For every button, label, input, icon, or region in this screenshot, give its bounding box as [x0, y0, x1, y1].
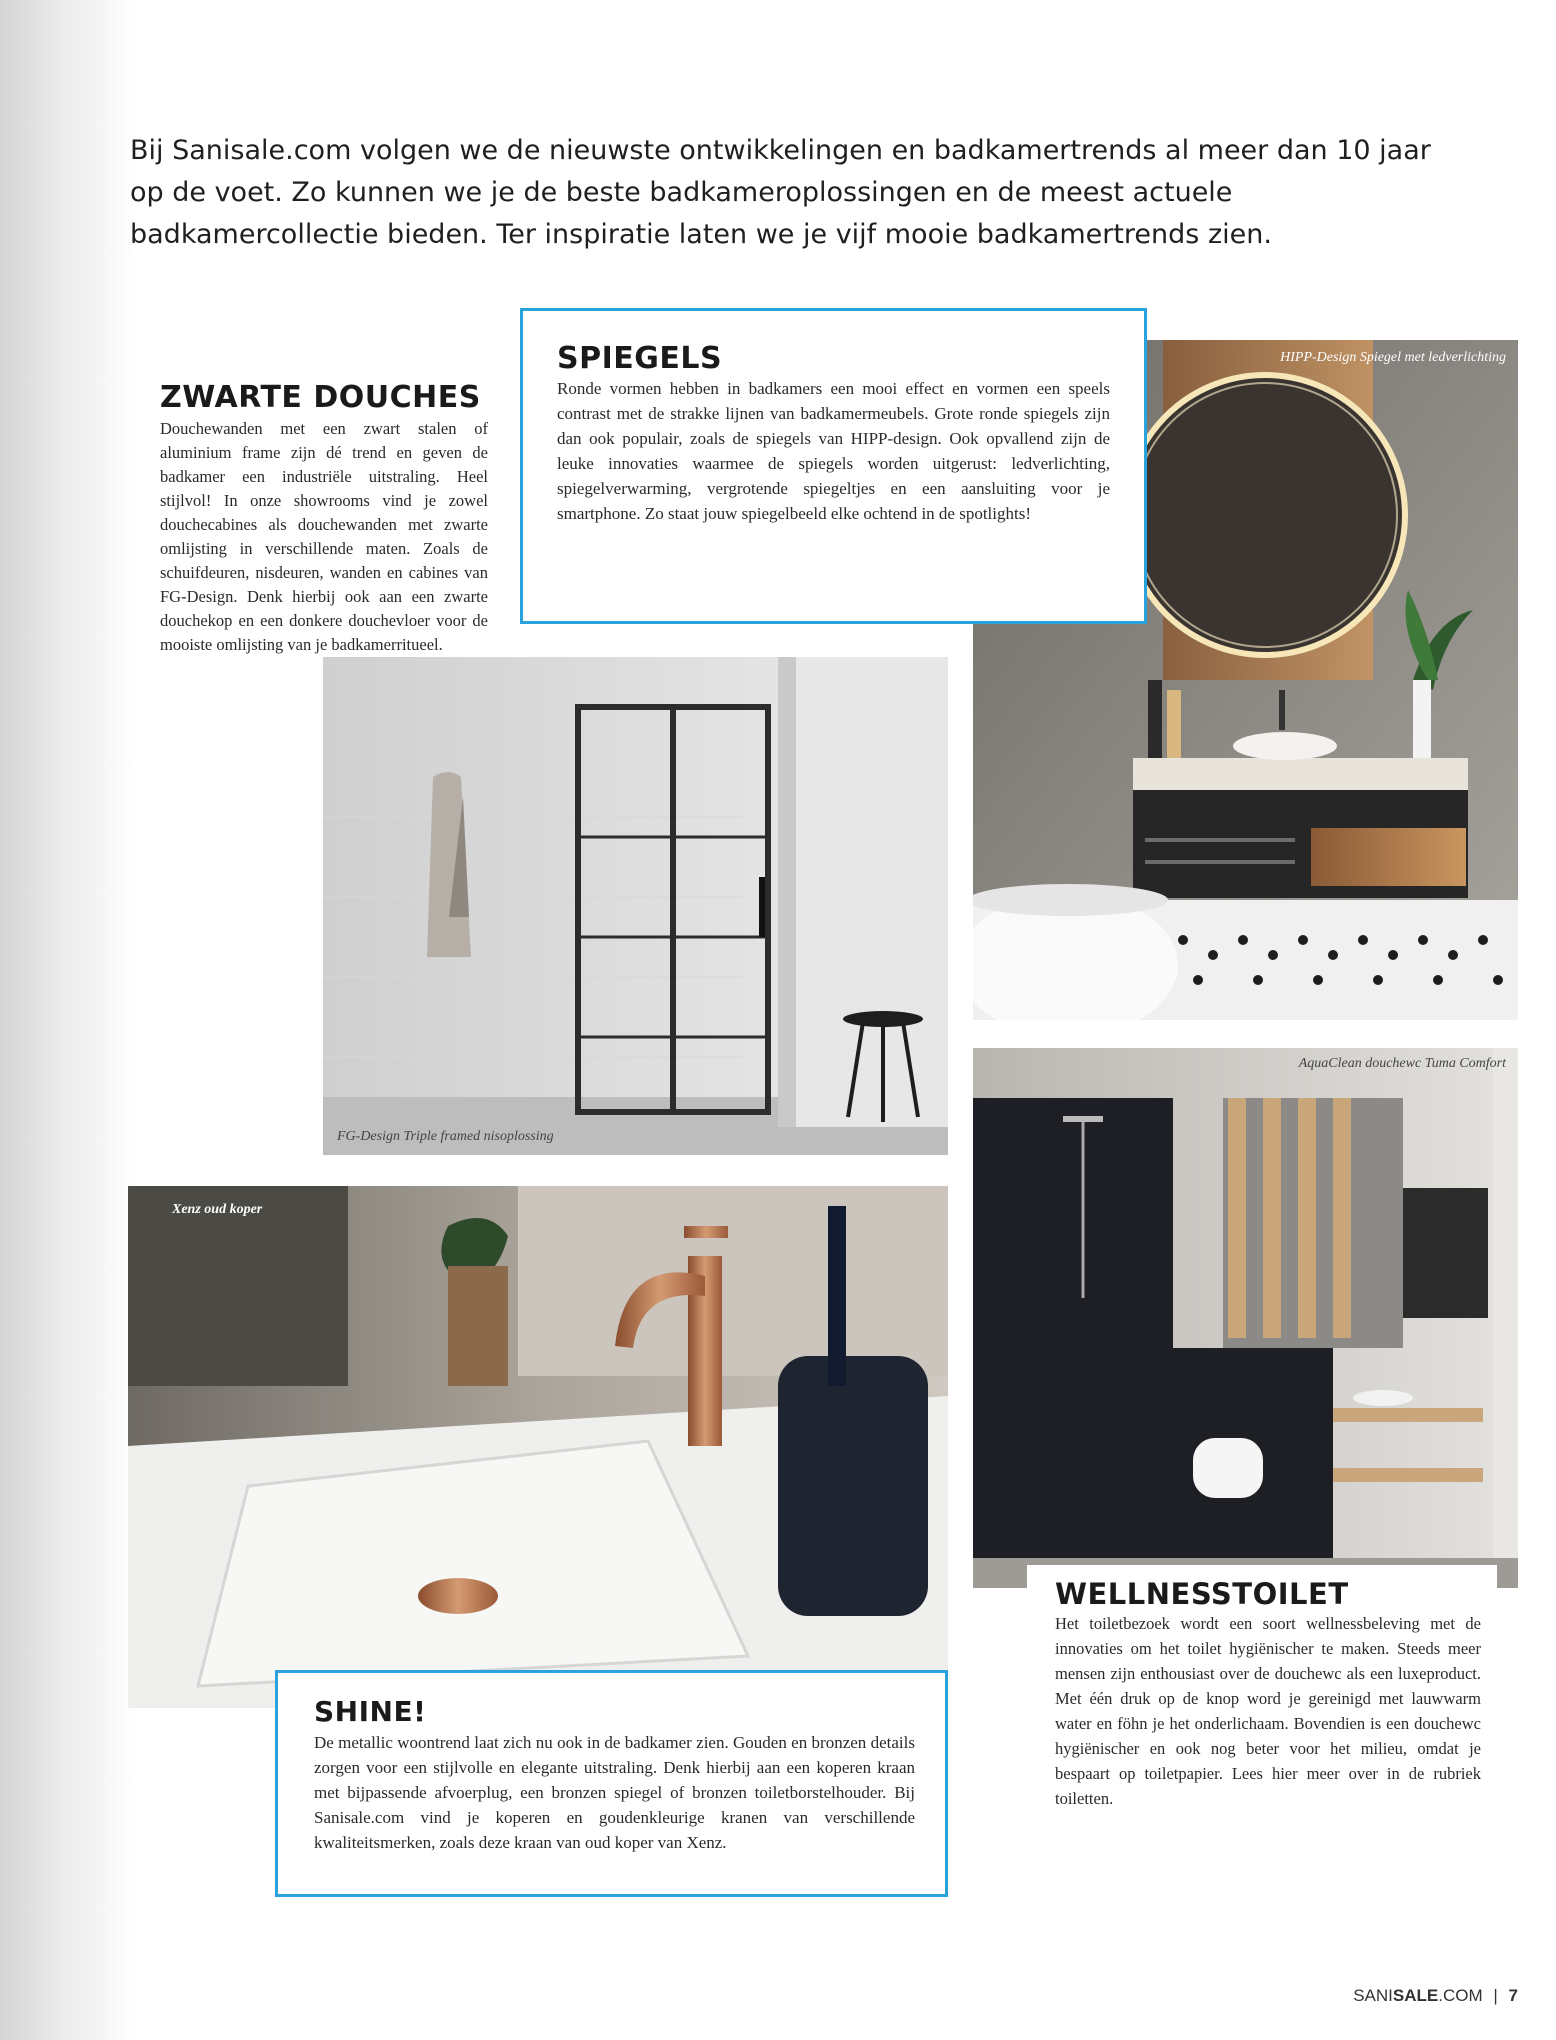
shine-box [275, 1670, 948, 1897]
intro-paragraph: Bij Sanisale.com volgen we de nieuwste ontwikkelingen en badkamertrends al meer dan 10 jaar op de voet. Zo kunnen we je de beste badkameroplossingen en de meest actuele badkamercollectie bieden. Ter inspiratie laten we je vijf mooie badkamertrends zien. [130, 135, 1431, 250]
mirror-caption: HIPP-Design Spiegel met ledverlichting [1280, 350, 1506, 365]
zwarte-douches-title: ZWARTE DOUCHES [160, 380, 481, 415]
footer-separator: | [1493, 1986, 1498, 2005]
wellnesstoilet-title: WELLNESSTOILET [1055, 1577, 1349, 1611]
footer-brand-suffix: .COM [1438, 1986, 1483, 2005]
shower-image [323, 657, 948, 1155]
wellnesstoilet-section [1027, 1565, 1497, 1905]
wellnesstoilet-body: Het toiletbezoek wordt een soort wellnessbeleving met de innovaties om het toilet hygiënischer te maken. Steeds meer mensen zijn enthousiast over de douchewc als een luxeproduct. Met één druk op de knop word je gereinigd met lauwwarm water en föhn je het onderlichaam. Bovendien is een douchewc hygiënischer en ook nog beter voor het milieu, omdat je bespaart op toiletpapier. Lees hier meer over in de rubriek toiletten. [1055, 1614, 1481, 1808]
tap-illustration [128, 1186, 948, 1708]
toilet-illustration [973, 1048, 1518, 1588]
toilet-image [973, 1048, 1518, 1588]
zwarte-douches-body: Douchewanden met een zwart stalen of aluminium frame zijn dé trend en geven de badkamer een industriële uitstraling. Heel stijlvol! In onze showrooms vind je zowel douchecabines als douchewanden met zwarte omlijsting in verschillende maten. Zoals de schuifdeuren, nisdeuren, wanden en cabines van FG-Design. Denk hierbij ook aan een zwarte douchekop en een donkere douchevloer voor de mooiste omlijsting van je badkamerritueel. [160, 419, 488, 654]
page-number: 7 [1508, 1986, 1518, 2005]
page-edge-shadow [0, 0, 140, 2040]
footer-brand-bold: SALE [1392, 1986, 1439, 2005]
shine-body: De metallic woontrend laat zich nu ook in de badkamer zien. Gouden en bronzen details zorgen voor een stijlvolle en elegante uitstraling. Denk hierbij aan een koperen kraan met bijpassende afvoerplug, een bronzen spiegel of bronzen toiletborstelhouder. Bij Sanisale.com vind je koperen en goudenkleurige kranen van verschillende kwaliteitsmerken, zoals deze kraan van oud koper van Xenz. [314, 1733, 915, 1852]
footer-brand-light: SANI [1353, 1986, 1393, 2005]
shine-title: SHINE! [314, 1695, 427, 1728]
tap-caption: Xenz oud koper [172, 1202, 263, 1217]
shower-illustration [323, 657, 948, 1155]
toilet-caption: AquaClean douchewc Tuma Comfort [1298, 1056, 1506, 1071]
shower-caption: FG-Design Triple framed nisoplossing [337, 1129, 554, 1144]
tap-image [128, 1186, 948, 1708]
spiegels-title: SPIEGELS [557, 341, 723, 376]
spiegels-box [520, 308, 1147, 624]
spiegels-body: Ronde vormen hebben in badkamers een mooi effect en vormen een speels contrast met de strakke lijnen van badkamermeubels. Grote ronde spiegels zijn dan ook populair, zoals de spiegels van HIPP-design. Ook opvallend zijn de leuke innovaties waarmee de spiegels worden uitgerust: ledverlichting, spiegelverwarming, vergrotende spiegeltjes en een aansluiting voor je smartphone. Zo staat jouw spiegelbeeld elke ochtend in de spotlights! [557, 379, 1110, 523]
page-footer [1353, 1986, 1518, 2006]
